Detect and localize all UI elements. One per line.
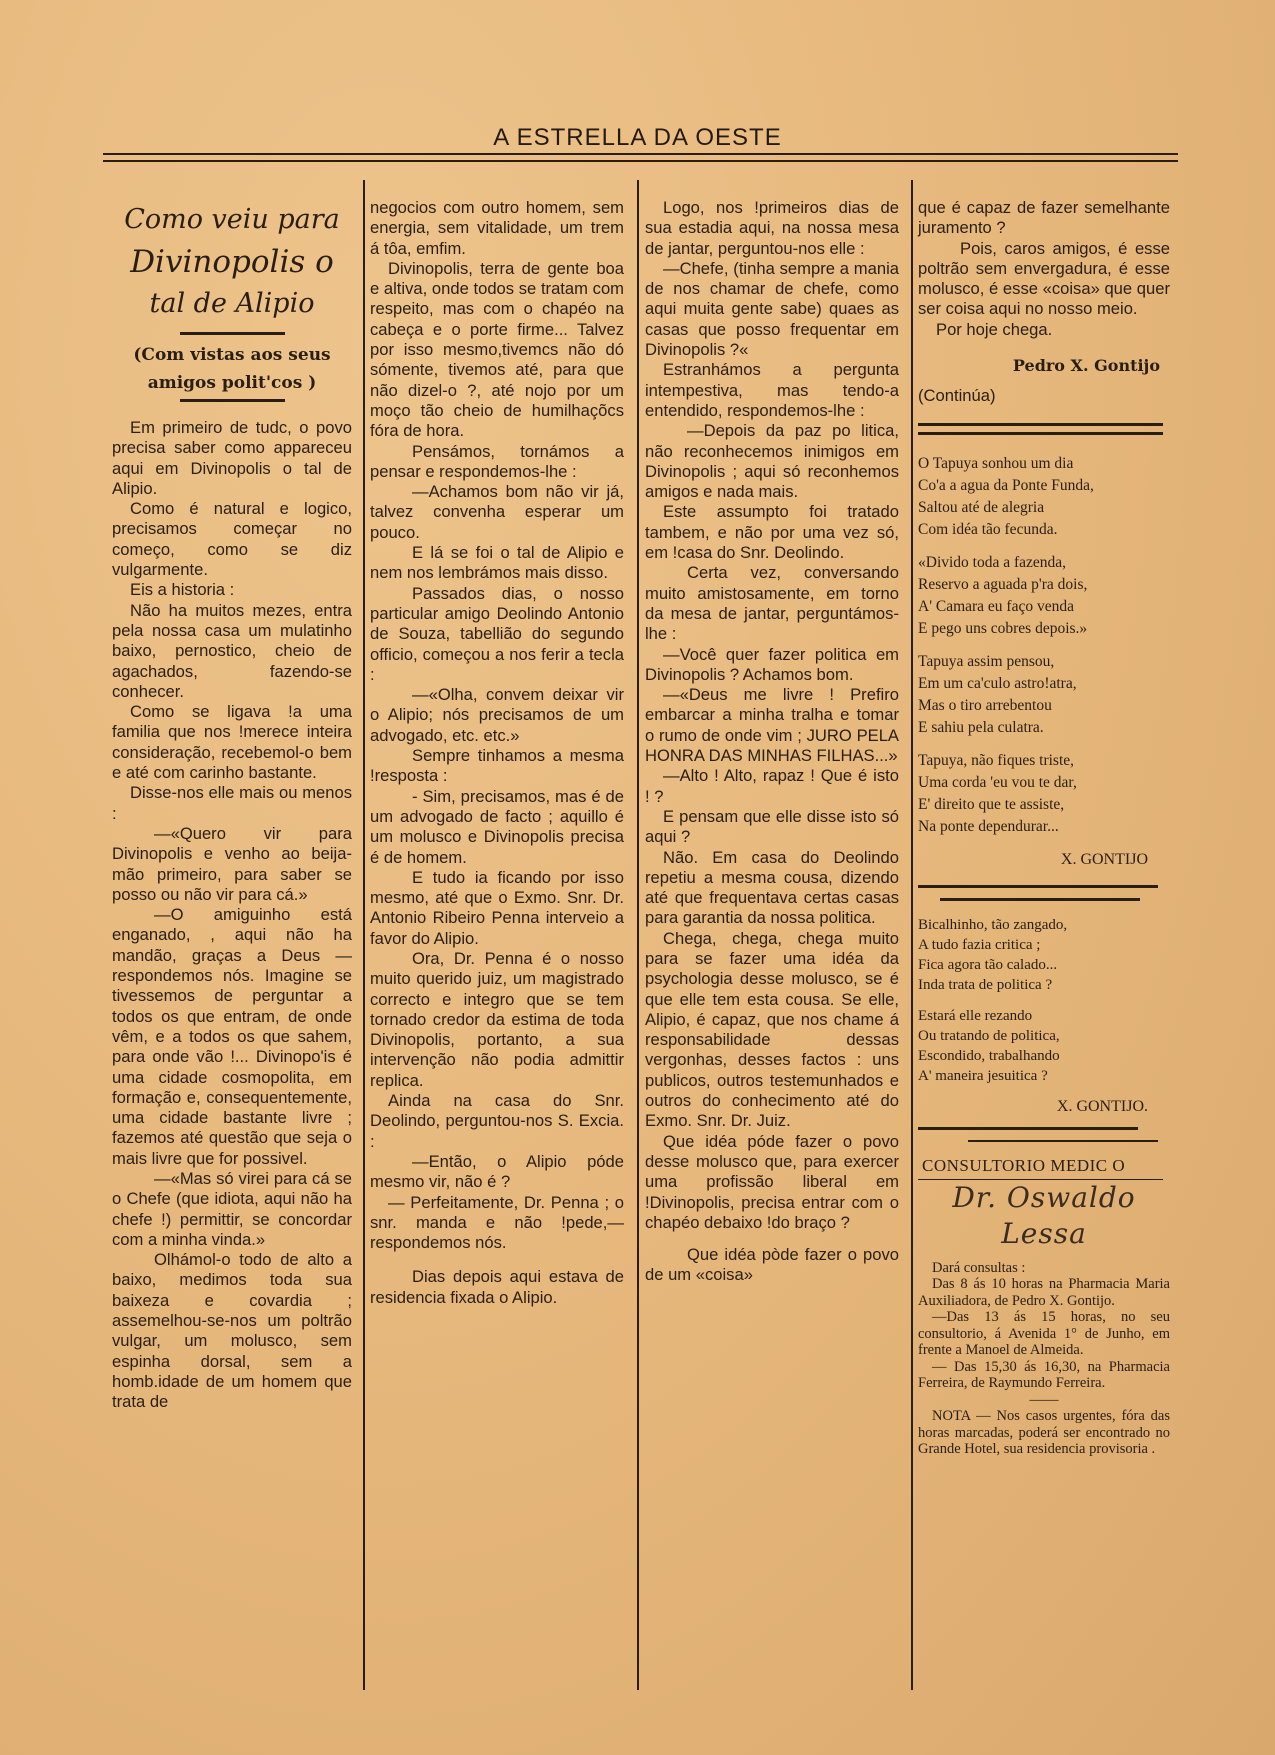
paragraph: —O amiguinho está enganado, , aqui não ha mandão, graças a Deus —respondemos nós. Imagine se tivessemos de perguntar a todos os que entram, de onde vêm, e a todos os que sahem, para onde vão !... Divinopo'is é uma cidade cosmopolita, em formação e, consequentemente, uma cidade bastante livre ; fazemos até questão que seja o mais livre que for possivel. <box>112 905 352 1168</box>
section-rule <box>918 432 1163 435</box>
poem-signature: X. GONTIJO <box>1060 850 1148 868</box>
paragraph: Como se ligava !a uma familia que nos !merece inteira consideração, recebemol-o bem e até com carinho bastante. <box>112 702 352 783</box>
paragraph: Pois, caros amigos, é esse poltrão sem envergadura, é esse molusco, é esse «coisa» que quer ser coisa aqui no nosso meio. <box>918 238 1170 319</box>
stanza <box>918 1006 1170 1086</box>
paragraph: Em primeiro de tudc, o povo precisa saber como appareceu aqui em Divinopolis o tal de Alipio. <box>112 418 352 498</box>
section-rule <box>968 1140 1158 1142</box>
paragraph: Que idéa póde fazer o povo desse molusco que, para exercer uma profissão liberal em !Divinopolis, precisa entrar com o chapéo debaixo !do braço ? <box>645 1131 899 1232</box>
poem-line: E sahiu pela culatra. <box>918 718 1044 736</box>
poem-line: Saltou até de alegria <box>918 498 1045 516</box>
poem-line: E pego uns cobres depois.» <box>918 619 1088 637</box>
paragraph: E tudo ia ficando por isso mesmo, até que o Exmo. Snr. Dr. Antonio Ribeiro Penna interveio a favor do Alipio. <box>370 867 624 948</box>
paragraph: Este assumpto foi tratado tambem, e não por uma vez só, em !casa do Snr. Deolindo. <box>645 502 899 563</box>
poem-line: Inda trata de politica ? <box>918 976 1053 993</box>
paragraph: Não ha muitos mezes, entra pela nossa casa um mulatinho baixo, pernostico, cheio de agachados, fazendo-se conhecer. <box>112 600 352 701</box>
paragraph: Passados dias, o nosso particular amigo Deolindo Antonio de Souza, tabellião do segundo officio, começou a nos ferir a tecla : <box>370 583 624 684</box>
paragraph: negocios com outro homem, sem energia, sem vitalidade, um trem á tôa, emfim. <box>370 198 624 258</box>
section-rule <box>918 885 1158 888</box>
advert-body <box>918 1260 1170 1458</box>
advert-name-line: Lessa <box>1001 1216 1087 1250</box>
paragraph: Chega, chega, chega muito para se fazer uma idéa da psychologia desse molusco, se é que elle tem esta cousa. Se elle, Alipio, é capaz, que nos chame á responsabilidade dessas vergonhas, desses factos : uns publicos, outros testemunhados e outros do conhecimento até do Exmo. Snr. Dr. Juiz. <box>645 928 899 1131</box>
poem-signature: X. GONTIJO. <box>1056 1097 1148 1115</box>
stanza <box>918 453 1170 541</box>
article-title-line: Como veiu para <box>124 204 340 235</box>
article-column-3 <box>645 198 899 1286</box>
poem-line: Na ponte dependurar... <box>918 817 1059 835</box>
paragraph: Dias depois aqui estava de residencia fixada o Alipio. <box>370 1267 624 1307</box>
paragraph: Divinopolis, terra de gente boa e altiva, onde todos se tratam com respeito, mas com o chapéo na cabeça e o porte firme... Talvez por isso mesmo,tivemcs não dó sómente, tivemos até, para que não dizel-o ?, até nojo por um moço tão cheio de humilhaçõcs fóra de hora. <box>370 258 624 441</box>
paragraph: —«Mas só virei para cá se o Chefe (que idiota, aqui não ha chefe !) permittir, se concordar com a minha vinda.» <box>112 1168 352 1249</box>
paragraph: Eis a historia : <box>130 580 235 600</box>
advert-paragraph: Dará consultas : <box>932 1259 1026 1276</box>
subtitle-rule <box>180 399 285 402</box>
poem-line: Bicalhinho, tão zangado, <box>918 916 1068 933</box>
article-title <box>112 200 352 324</box>
poem-line: A' Camara eu faço venda <box>918 597 1074 615</box>
poem-line: Reservo a aguada p'ra dois, <box>918 575 1088 593</box>
subtitle-line: amigos polit'cos ) <box>147 373 317 393</box>
paragraph: Pensámos, tornámos a pensar e respondemos-lhe : <box>370 441 624 481</box>
section-rule <box>918 1127 1138 1130</box>
poem-line: Mas o tiro arrebentou <box>918 696 1052 714</box>
paragraph: —Você quer fazer politica em Divinopolis ? Achamos bom. <box>645 644 899 684</box>
stanza <box>918 915 1170 995</box>
paragraph: —Depois da paz po litica, não reconhecemos inimigos em Divinopolis ; aqui só reconhemos amigos e nada mais. <box>645 421 899 502</box>
poem-line: A' maneira jesuitica ? <box>918 1067 1048 1084</box>
paragraph: Não. Em casa do Deolindo repetiu a mesma cousa, dizendo até que frequentava certas casas para garantia da nossa politica. <box>645 847 899 928</box>
masthead: A ESTRELLA DA OESTE <box>493 124 782 151</box>
poem-line: Tapuya assim pensou, <box>918 652 1055 670</box>
poem-line: «Divido toda a fazenda, <box>918 553 1067 571</box>
poem-bicalhinho <box>918 915 1170 1117</box>
article-title-line: tal de Alipio <box>149 288 315 319</box>
paragraph: Que idéa pòde fazer o povo de um «coisa» <box>645 1245 899 1285</box>
advert-heading: CONSULTORIO MEDIC O <box>922 1155 1126 1175</box>
column-divider-2 <box>637 180 639 1690</box>
advert-paragraph: Das 8 ás 10 horas na Pharmacia Maria Auxiliadora, de Pedro X. Gontijo. <box>918 1276 1170 1309</box>
poem-line: Ou tratando de politica, <box>918 1027 1060 1044</box>
poem-line: Fica agora tão calado... <box>918 956 1058 973</box>
poem-line: Tapuya, não fiques triste, <box>918 751 1075 769</box>
paragraph: Disse-nos elle mais ou menos : <box>112 783 352 823</box>
paragraph: E lá se foi o tal de Alipio e nem nos lembrámos mais disso. <box>370 543 624 583</box>
section-rule <box>940 898 1140 901</box>
paragraph: Ora, Dr. Penna é o nosso muito querido juiz, um magistrado correcto e integro que se tem tornado credor da estima de toda Divinopolis, portanto, a sua intervenção não podia admittir replica. <box>370 948 624 1090</box>
article-title-line: Divinopolis o <box>130 244 334 280</box>
advert-doctor-name <box>918 1180 1170 1252</box>
paragraph: - Sim, precisamos, mas é de um advogado de facto ; aquillo é um molusco e Divinopolis precisa é de homem. <box>370 786 624 867</box>
paragraph: —«Deus me livre ! Prefiro embarcar a minha tralha e tomar o rumo de onde vim ; JURO PELA HONRA DAS MINHAS FILHAS...» <box>645 685 899 766</box>
poem-line: Uma corda 'eu vou te dar, <box>918 773 1077 791</box>
column-divider-3 <box>911 180 913 1690</box>
stanza <box>918 552 1170 640</box>
title-rule <box>180 332 285 335</box>
poem-line: Escondido, trabalhando <box>918 1047 1060 1064</box>
stanza <box>918 750 1170 838</box>
paragraph: Ainda na casa do Snr. Deolindo, perguntou-nos S. Excia. : <box>370 1091 624 1151</box>
continued-note: (Continúa) <box>918 386 996 406</box>
poem-line: A tudo fazia critica ; <box>918 936 1041 953</box>
paragraph: —Alto ! Alto, rapaz ! Que é isto ! ? <box>645 766 899 806</box>
article-column-4 <box>918 198 1170 1458</box>
advert-name-line: Dr. Oswaldo <box>952 1180 1136 1214</box>
advert-paragraph: NOTA — Nos casos urgentes, fóra das horas marcadas, poderá ser encontrado no Grande Hotel, sua residencia provisoria . <box>918 1408 1170 1458</box>
poem-line: Em um ca'culo astro!atra, <box>918 674 1077 692</box>
section-rule <box>918 423 1163 426</box>
article-subtitle <box>112 341 352 397</box>
paragraph: Certa vez, conversando muito amistosamente, em torno da mesa de jantar, perguntámos-lhe : <box>645 563 899 644</box>
poem-line: Com idéa tão fecunda. <box>918 520 1058 538</box>
paragraph: Sempre tinhamos a mesma !resposta : <box>370 746 624 786</box>
article-signature: Pedro X. Gontijo <box>1012 356 1160 376</box>
paragraph: E pensam que elle disse isto só aqui ? <box>645 806 899 847</box>
poem-line: Co'a a agua da Ponte Funda, <box>918 476 1094 494</box>
paragraph: Como é natural e logico, precisamos começar no começo, como se diz vulgarmente. <box>112 499 352 580</box>
paragraph: —«Quero vir para Divinopolis e venho ao beija-mão primeiro, para saber se posso ou não vir para cá.» <box>112 823 352 904</box>
paragraph: Por hoje chega. <box>936 319 1053 339</box>
paragraph: —Achamos bom não vir já, talvez convenha esperar um pouco. <box>370 482 624 542</box>
poem-line: Estará elle rezando <box>918 1007 1033 1024</box>
paragraph: — Perfeitamente, Dr. Penna ; o snr. manda e não !pede,—respondemos nós. <box>370 1192 624 1253</box>
paragraph: Logo, nos !primeiros dias de sua estadia aqui, na nossa mesa de jantar, perguntou-nos elle : <box>645 198 899 258</box>
paragraph: —Então, o Alipio póde mesmo vir, não é ? <box>370 1151 624 1192</box>
paragraph: —«Olha, convem deixar vir o Alipio; nós precisamos de um advogado, etc. etc.» <box>370 685 624 745</box>
advert-paragraph: —Das 13 ás 15 horas, no seu consultorio, á Avenida 1° de Junho, em frente a Manoel de Almeida. <box>918 1309 1170 1359</box>
article-column-1 <box>112 198 352 1413</box>
stanza <box>918 651 1170 739</box>
advert-heading-rule <box>918 1179 1163 1180</box>
poem-line: E' direito que te assiste, <box>918 795 1065 813</box>
advert-divider: —— <box>1029 1391 1059 1408</box>
paragraph: que é capaz de fazer semelhante juramento ? <box>918 198 1170 238</box>
paragraph: Estranhámos a pergunta intempestiva, mas tendo-a entendido, respondemos-lhe : <box>645 360 899 420</box>
paragraph: Olhámol-o todo de alto a baixo, medimos toda sua baixeza e covardia ; assemelhou-se-nos um poltrão vulgar, um molusco, sem espinha dorsal, sem a homb.idade de um homem que trata de <box>112 1250 352 1412</box>
masthead-rule-bottom <box>103 160 1178 162</box>
advert-paragraph: — Das 15,30 ás 16,30, na Pharmacia Ferreira, de Raymundo Ferreira. <box>918 1358 1170 1392</box>
poem-line: O Tapuya sonhou um dia <box>918 454 1074 472</box>
subtitle-line: (Com vistas aos seus <box>133 345 331 365</box>
poem-tapuya <box>918 453 1170 871</box>
advert-consultorio <box>918 1156 1170 1458</box>
masthead-rule-top <box>103 153 1178 155</box>
article-column-2 <box>370 198 624 1308</box>
paragraph: —Chefe, (tinha sempre a mania de nos chamar de chefe, como aqui muita gente sabe) quaes as casas que posso frequentar em Divinopolis ?« <box>645 258 899 360</box>
column-divider-1 <box>363 180 365 1690</box>
